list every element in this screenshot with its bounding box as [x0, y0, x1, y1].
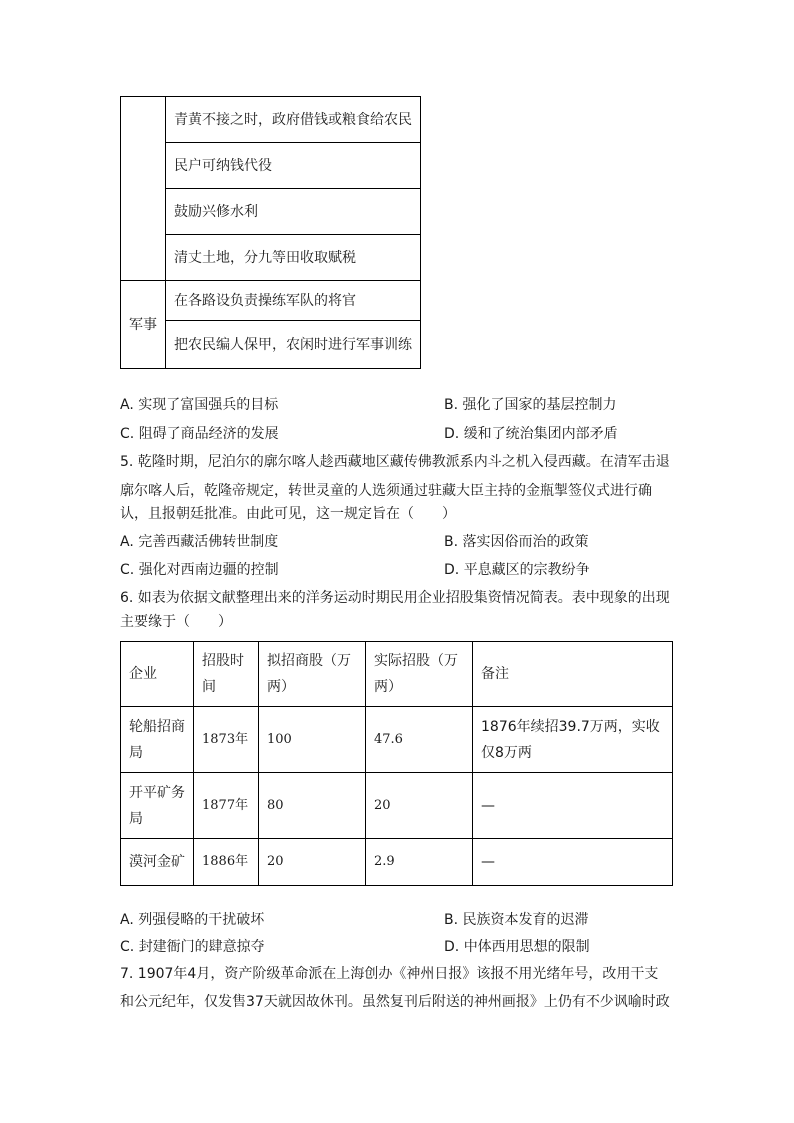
q6-option-c[interactable]: [120, 937, 265, 957]
option-text: 缓和了统治集团内部矛盾: [463, 426, 618, 442]
table-cell: 鼓励兴修水利: [166, 189, 421, 235]
option-text: 列强侵略的干扰破坏: [138, 912, 265, 928]
table-category-cell-empty: [121, 97, 166, 281]
option-text: 封建衙门的肆意掠夺: [138, 939, 265, 955]
table-row: [121, 707, 673, 773]
policy-table: [120, 96, 421, 369]
option-key: A.: [120, 912, 134, 928]
cell-note: 1876年续招39.7万两，实收 仅8万两: [473, 707, 673, 773]
cell-note: —: [473, 839, 673, 886]
q5-option-d[interactable]: [444, 560, 590, 580]
option-text: 平息藏区的宗教纷争: [463, 562, 590, 578]
q5-stem-line: 5. 乾隆时期，尼泊尔的廓尔喀人趁西藏地区藏传佛教派系内斗之机入侵西藏。在清军击退: [120, 454, 670, 470]
header-notes: 备注: [473, 642, 673, 707]
option-key: C.: [120, 562, 135, 578]
table-cell: 在各路设负责操练军队的将官: [166, 281, 421, 321]
option-key: D.: [444, 939, 460, 955]
q5-option-c[interactable]: [120, 560, 279, 580]
table-cell: 青黄不接之时，政府借钱或粮食给农民: [166, 97, 421, 143]
option-key: A.: [120, 397, 134, 413]
q6-stem-line: 主要缘于（ ）: [120, 614, 232, 630]
cell-planned: 100: [259, 707, 366, 773]
option-key: D.: [444, 426, 460, 442]
option-key: B.: [444, 534, 459, 550]
cell-actual: 47.6: [366, 707, 473, 773]
header-actual-shares: 实际招股（万 两）: [366, 642, 473, 707]
q5-stem-line: 廓尔喀人后，乾隆帝规定，转世灵童的人选须通过驻藏大臣主持的金瓶掣签仪式进行确: [120, 483, 652, 499]
cell-enterprise: 轮船招商 局: [121, 707, 194, 773]
q7-stem-line: 7. 1907年4月，资产阶级革命派在上海创办《神州日报》该报不用光绪年号，改用干支: [120, 966, 659, 982]
option-text: 实现了富国强兵的目标: [138, 397, 279, 413]
table-cell: 民户可纳钱代役: [166, 143, 421, 189]
cell-actual: 2.9: [366, 839, 473, 886]
q4-option-d[interactable]: [444, 424, 618, 444]
cell-planned: 20: [259, 839, 366, 886]
q7-stem-line: 和公元纪年，仅发售37天就因故休刊。虽然复刊后附送的神州画报》上仍有不少讽喻时政: [120, 994, 670, 1010]
q6-option-d[interactable]: [444, 937, 590, 957]
table-cell: 清丈土地，分九等田收取赋税: [166, 235, 421, 281]
cell-enterprise: 开平矿务 局: [121, 773, 194, 839]
enterprise-table: [120, 641, 673, 886]
q4-option-b[interactable]: [444, 395, 617, 415]
cell-planned: 80: [259, 773, 366, 839]
option-text: 强化对西南边疆的控制: [138, 562, 279, 578]
option-key: C.: [120, 939, 135, 955]
option-text: 民族资本发育的迟滞: [462, 912, 589, 928]
table-row: [121, 839, 673, 886]
q5-option-a[interactable]: [120, 532, 278, 552]
q6-stem-line: 6. 如表为依据文献整理出来的洋务运动时期民用企业招股集资情况简表。表中现象的出现: [120, 590, 670, 606]
cell-year: 1873年: [194, 707, 259, 773]
option-key: C.: [120, 426, 135, 442]
cell-enterprise: 漠河金矿: [121, 839, 194, 886]
header-year: 招股时 间: [194, 642, 259, 707]
table-category-military: 军事: [121, 281, 166, 369]
option-key: D.: [444, 562, 460, 578]
option-text: 完善西藏活佛转世制度: [138, 534, 279, 550]
q5-option-b[interactable]: [444, 532, 589, 552]
q4-option-a[interactable]: [120, 395, 278, 415]
cell-year: 1886年: [194, 839, 259, 886]
header-enterprise: 企业: [121, 642, 194, 707]
q5-stem-line: 认，且报朝廷批准。由此可见，这一规定旨在（ ）: [120, 506, 456, 522]
option-text: 阻碍了商品经济的发展: [138, 426, 279, 442]
q6-option-b[interactable]: [444, 910, 589, 930]
table-cell: 把农民编人保甲，农闲时进行军事训练: [166, 321, 421, 369]
option-text: 强化了国家的基层控制力: [462, 397, 617, 413]
option-text: 落实因俗而治的政策: [462, 534, 589, 550]
table-row: [121, 773, 673, 839]
option-key: B.: [444, 397, 459, 413]
cell-note: —: [473, 773, 673, 839]
header-planned-shares: 拟招商股（万 两）: [259, 642, 366, 707]
option-text: 中体西用思想的限制: [463, 939, 590, 955]
table-header-row: [121, 642, 673, 707]
option-key: B.: [444, 912, 459, 928]
option-key: A.: [120, 534, 134, 550]
cell-year: 1877年: [194, 773, 259, 839]
cell-actual: 20: [366, 773, 473, 839]
q6-option-a[interactable]: [120, 910, 264, 930]
q4-option-c[interactable]: [120, 424, 279, 444]
